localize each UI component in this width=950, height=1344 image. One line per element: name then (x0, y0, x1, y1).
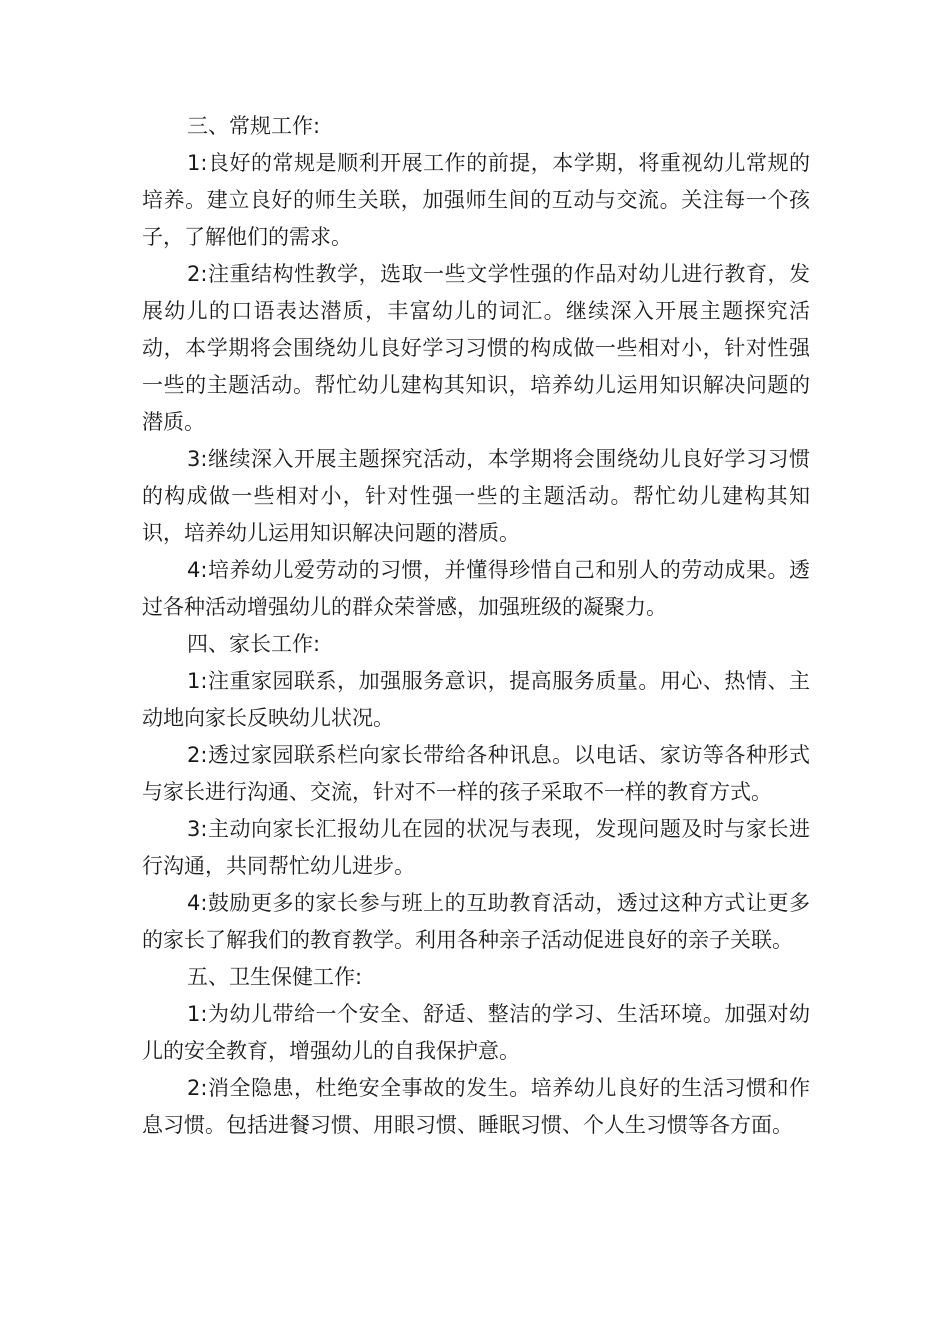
section-heading-parents: 四、家长工作: (187, 632, 321, 656)
paragraph-parents-1: 1:注重家园联系，加强服务意识，提高服务质量。用心、热情、主动地向家长反映幼儿状况。 (142, 669, 810, 730)
paragraph-routine-4: 4:培养幼儿爱劳动的习惯，并懂得珍惜自己和别人的劳动成果。透过各种活动增强幼儿的群众荣誉感，加强班级的凝聚力。 (142, 558, 810, 619)
paragraph-parents-3: 3:主动向家长汇报幼儿在园的状况与表现，发现问题及时与家长进行沟通，共同帮忙幼儿进步。 (142, 817, 810, 878)
paragraph-routine-3: 3:继续深入开展主题探究活动，本学期将会围绕幼儿良好学习习惯的构成做一些相对小，针对性强一些的主题活动。帮忙幼儿建构其知识，培养幼儿运用知识解决问题的潜质。 (142, 447, 810, 545)
section-heading-health: 五、卫生保健工作: (187, 965, 363, 989)
section-heading-routine: 三、常规工作: (187, 114, 321, 138)
paragraph-routine-2: 2:注重结构性教学，选取一些文学性强的作品对幼儿进行教育，发展幼儿的口语表达潜质，丰富幼儿的词汇。继续深入开展主题探究活动，本学期将会围绕幼儿良好学习习惯的构成做一些相对小，针对性强一些的主题活动。帮忙幼儿建构其知识，培养幼儿运用知识解决问题的潜质。 (142, 262, 810, 434)
paragraph-health-1: 1:为幼儿带给一个安全、舒适、整洁的学习、生活环境。加强对幼儿的安全教育，增强幼儿的自我保护意。 (142, 1002, 810, 1063)
paragraph-health-2: 2:消全隐患，杜绝安全事故的发生。培养幼儿良好的生活习惯和作息习惯。包括进餐习惯、用眼习惯、睡眠习惯、个人生习惯等各方面。 (142, 1076, 810, 1137)
paragraph-parents-4: 4:鼓励更多的家长参与班上的互助教育活动，透过这种方式让更多的家长了解我们的教育教学。利用各种亲子活动促进良好的亲子关联。 (142, 891, 810, 952)
paragraph-parents-2: 2:透过家园联系栏向家长带给各种讯息。以电话、家访等各种形式与家长进行沟通、交流，针对不一样的孩子采取不一样的教育方式。 (142, 743, 810, 804)
document-body (142, 108, 810, 1144)
paragraph-routine-1: 1:良好的常规是顺利开展工作的前提，本学期，将重视幼儿常规的培养。建立良好的师生关联，加强师生间的互动与交流。关注每一个孩子，了解他们的需求。 (142, 151, 810, 249)
